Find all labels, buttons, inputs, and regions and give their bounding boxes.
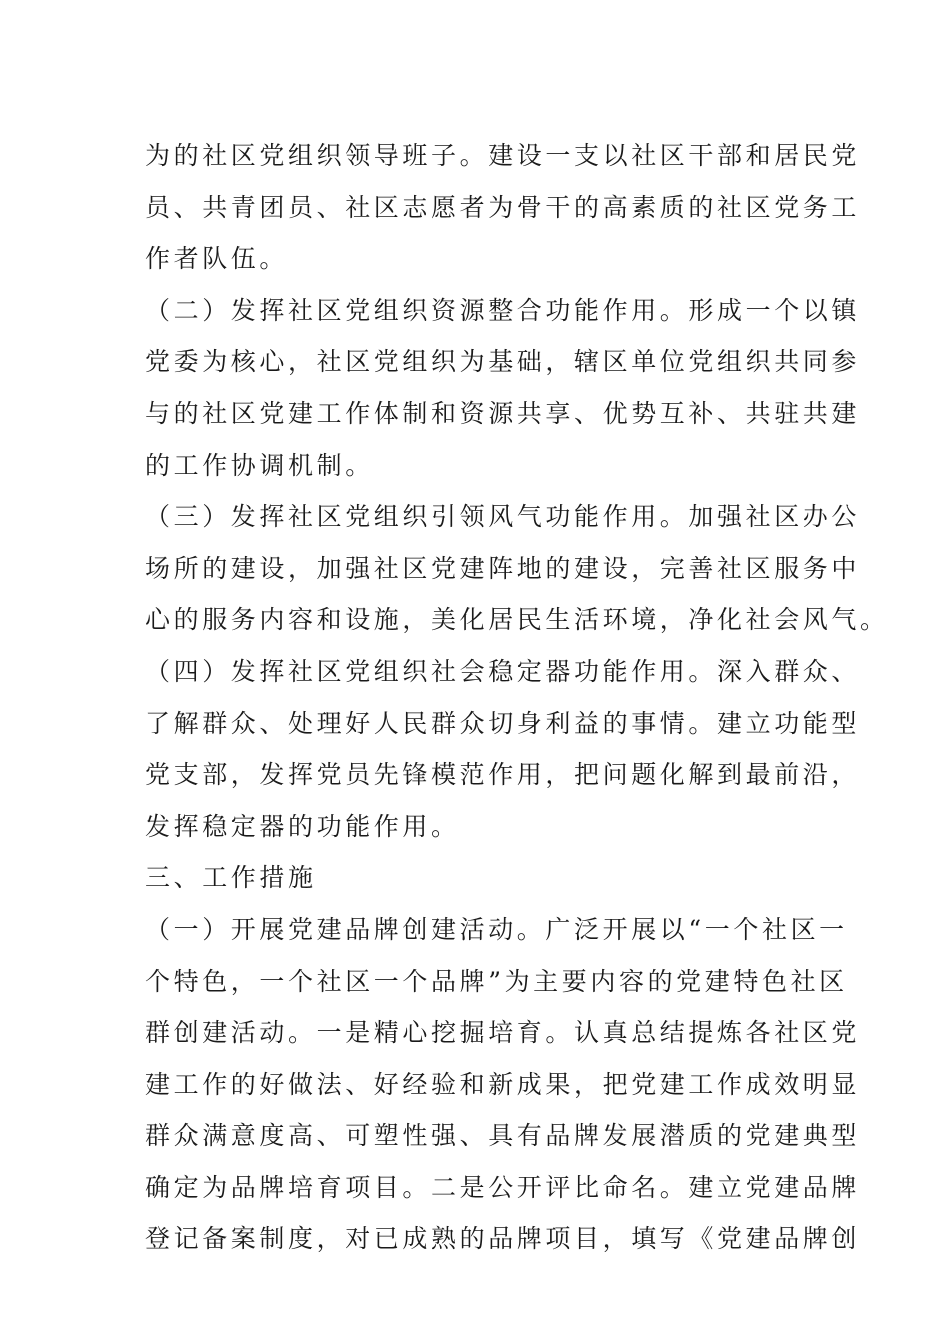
section-3-heading-line: （三）发挥社区党组织引领风气功能作用。加强社区办公 — [145, 502, 861, 532]
text-line-12: 了解群众、处理好人民群众切身利益的事情。建立功能型 — [145, 708, 861, 738]
text-line-7: 的工作协调机制。 — [145, 450, 374, 480]
section-2-heading-line: （二）发挥社区党组织资源整合功能作用。形成一个以镇 — [145, 295, 861, 325]
text-line-17: 个特色，一个社区一个品牌”为主要内容的党建特色社区 — [145, 966, 848, 996]
text-line-18: 群创建活动。一是精心挖掘培育。认真总结提炼各社区党 — [145, 1018, 861, 1048]
section-4-heading-line: （四）发挥社区党组织社会稳定器功能作用。深入群众、 — [145, 656, 861, 686]
text-line-22: 登记备案制度，对已成熟的品牌项目，填写《党建品牌创 — [145, 1224, 861, 1254]
text-line-1: 为的社区党组织领导班子。建设一支以社区干部和居民党 — [145, 141, 861, 170]
text-line-14: 发挥稳定器的功能作用。 — [145, 811, 460, 841]
text-line-19: 建工作的好做法、好经验和新成果，把党建工作成效明显 — [145, 1069, 861, 1099]
text-line-10: 心的服务内容和设施，美化居民生活环境，净化社会风气。 — [145, 605, 889, 635]
text-line-3: 作者队伍。 — [145, 244, 289, 274]
text-line-2: 员、共青团员、社区志愿者为骨干的高素质的社区党务工 — [145, 192, 861, 222]
text-line-9: 场所的建设，加强社区党建阵地的建设，完善社区服务中 — [145, 553, 861, 583]
text-line-20: 群众满意度高、可塑性强、具有品牌发展潜质的党建典型 — [145, 1121, 861, 1151]
text-line-13: 党支部，发挥党员先锋模范作用，把问题化解到最前沿， — [145, 760, 861, 790]
text-line-6: 与的社区党建工作体制和资源共享、优势互补、共驻共建 — [145, 398, 861, 428]
text-line-21: 确定为品牌培育项目。二是公开评比命名。建立党建品牌 — [145, 1172, 861, 1202]
document-body — [145, 130, 889, 1265]
measure-1-heading-line: （一）开展党建品牌创建活动。广泛开展以“一个社区一 — [145, 914, 848, 944]
section-heading-work-measures: 三、工作措施 — [145, 863, 317, 893]
text-line-5: 党委为核心，社区党组织为基础，辖区单位党组织共同参 — [145, 347, 861, 377]
